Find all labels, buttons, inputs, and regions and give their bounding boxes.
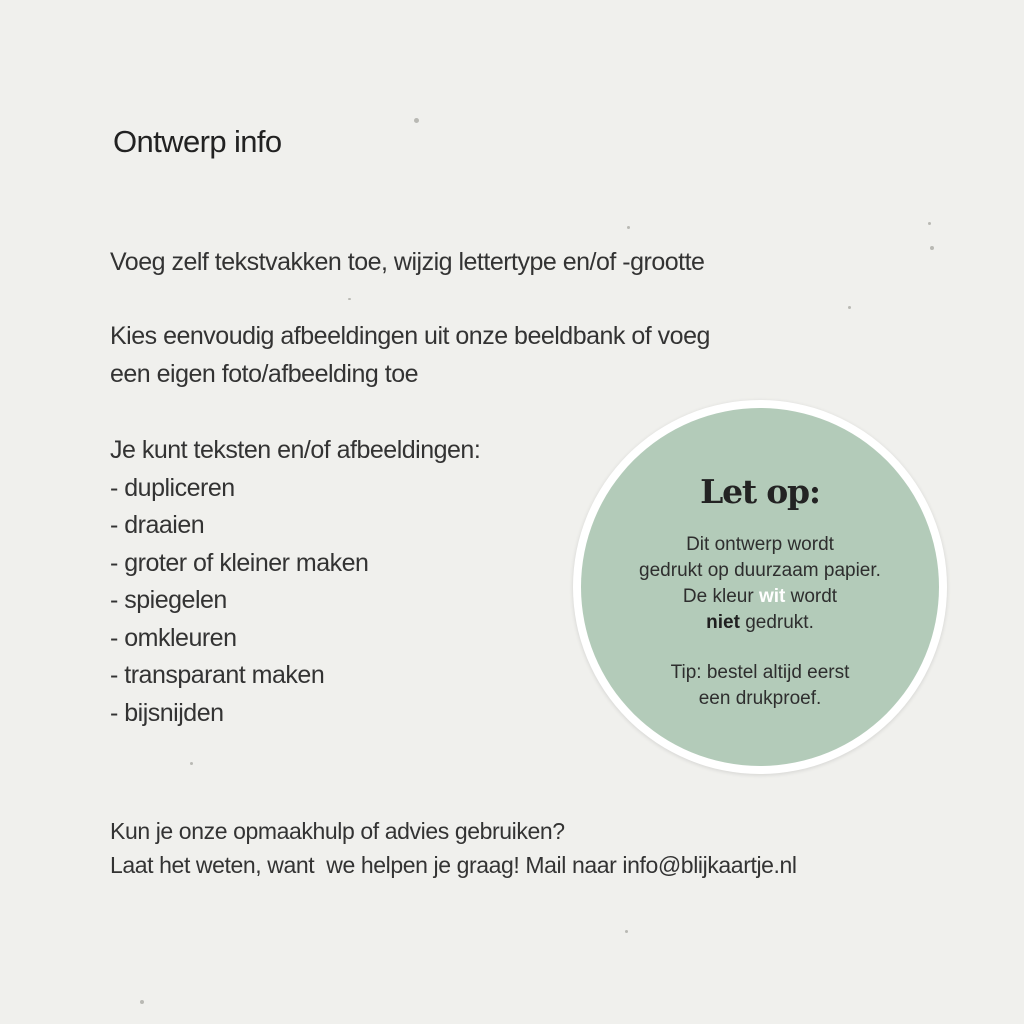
notice-bold-word: niet	[706, 612, 740, 633]
notice-tip-line-1: Tip: bestel altijd eerst	[670, 662, 850, 683]
notice-text	[581, 532, 939, 636]
notice-title: Let op:	[700, 472, 820, 511]
features-section	[110, 432, 480, 732]
footer-line-2: Laat het weten, want we helpen je graag! Mail naar info@blijkaartje.nl	[110, 852, 797, 878]
paper-speck	[848, 306, 851, 309]
list-item: - groter of kleiner maken	[110, 548, 369, 577]
footer-line-1: Kun je onze opmaakhulp of advies gebruiken?	[110, 818, 565, 844]
intro-paragraph-2	[110, 318, 710, 393]
notice-line-4-post: gedrukt.	[745, 612, 814, 633]
features-heading: Je kunt teksten en/of afbeeldingen:	[110, 436, 481, 464]
list-item: - bijsnijden	[110, 698, 224, 727]
notice-badge	[573, 400, 947, 774]
page-title: Ontwerp info	[113, 124, 282, 159]
paper-speck	[140, 1000, 144, 1004]
paper-speck	[414, 118, 419, 123]
intro-paragraph-1	[110, 244, 704, 282]
list-item: - spiegelen	[110, 586, 227, 614]
notice-line-4	[581, 610, 939, 636]
paper-speck	[348, 298, 351, 300]
notice-line-3	[581, 584, 939, 610]
features-list	[110, 470, 480, 733]
notice-highlight-word: wit	[758, 586, 786, 607]
notice-line-3-post: wordt	[790, 586, 838, 607]
paper-speck	[930, 246, 934, 250]
notice-badge-inner	[581, 408, 939, 766]
list-item: - draaien	[110, 511, 205, 539]
paper-speck	[928, 222, 931, 225]
notice-line-2: gedrukt op duurzaam papier.	[639, 560, 881, 581]
notice-line-3-pre: De kleur	[682, 586, 754, 607]
notice-tip-line-2: een drukproef.	[698, 688, 822, 709]
intro-line-3: een eigen foto/afbeelding toe	[110, 359, 418, 388]
list-item: - dupliceren	[110, 473, 235, 502]
footer-contact	[110, 814, 797, 882]
notice-tip	[581, 660, 939, 712]
intro-line-2: Kies eenvoudig afbeeldingen uit onze beeldbank of voeg	[110, 322, 710, 350]
paper-speck	[625, 930, 628, 933]
paper-speck	[190, 762, 193, 765]
paper-speck	[627, 226, 630, 229]
notice-line-1: Dit ontwerp wordt	[686, 534, 834, 555]
list-item: - omkleuren	[110, 623, 237, 652]
intro-line-1: Voeg zelf tekstvakken toe, wijzig lettertype en/of -grootte	[110, 248, 705, 276]
list-item: - transparant maken	[110, 661, 325, 689]
